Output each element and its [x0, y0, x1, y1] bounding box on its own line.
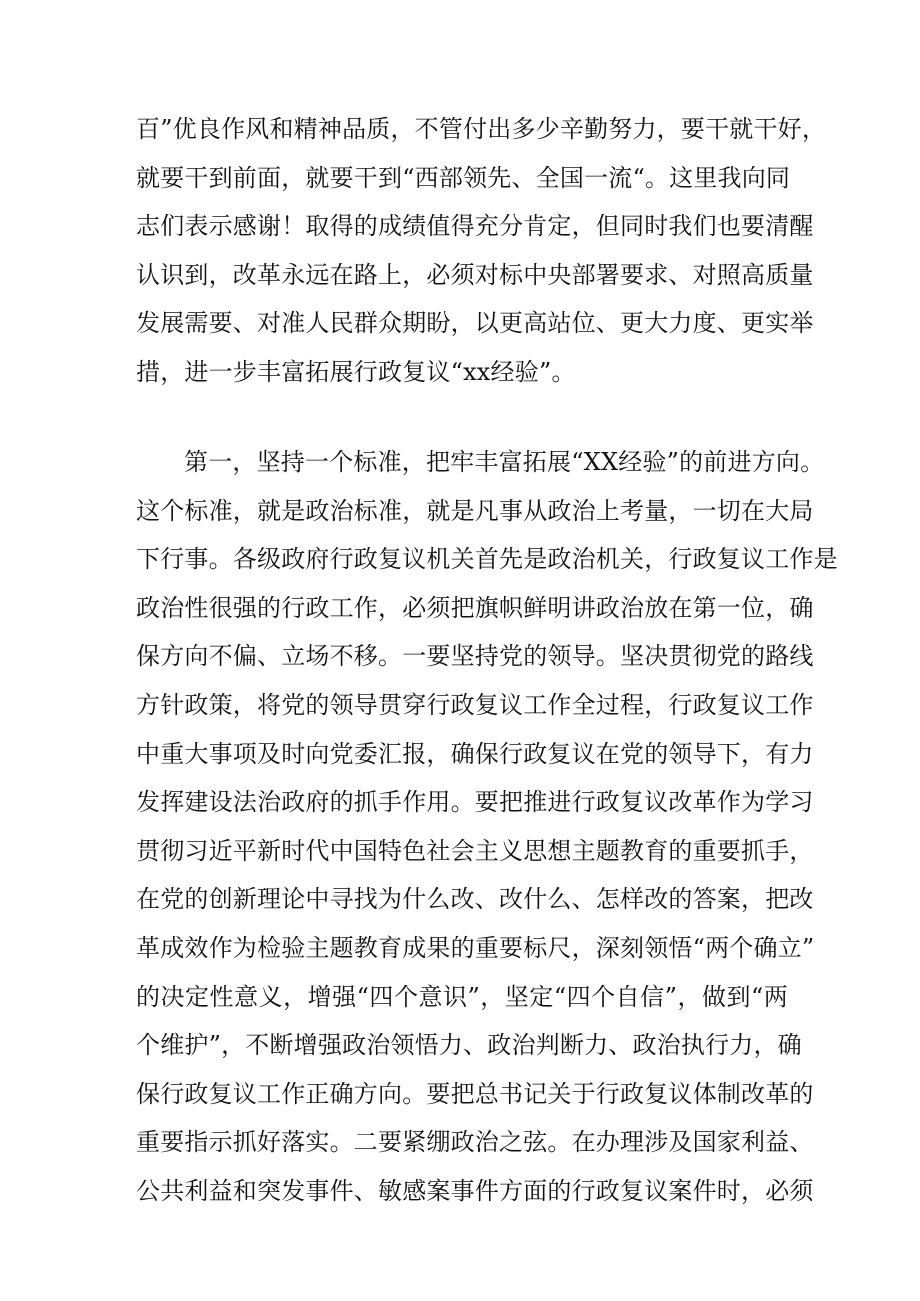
text-line: 公共利益和突发事件、敏感案事件方面的行政复议案件时，必须	[136, 1176, 814, 1205]
text-line: 就要干到前面，就要干到“西部领先、全国一流“。这里我向同	[136, 163, 791, 192]
paragraph-1	[136, 105, 827, 397]
text-line: 发展需要、对准人民群众期盼，以更高站位、更大力度、更实举	[136, 309, 814, 338]
text-line: 百”优良作风和精神品质，不管付出多少辛勤努力，要干就干好，	[136, 115, 827, 143]
text-line: 方针政策，将党的领导贯穿行政复议工作全过程，行政复议工作	[136, 690, 814, 719]
text-line: 认识到，改革永远在路上，必须对标中央部署要求、对照高质量	[136, 260, 814, 289]
text-line: 保行政复议工作正确方向。要把总书记关于行政复议体制改革的	[136, 1079, 814, 1108]
text-line: 下行事。各级政府行政复议机关首先是政治机关，行政复议工作是	[136, 545, 838, 574]
paragraph-2	[136, 438, 838, 1216]
text-line: 保方向不偏、立场不移。一要坚持党的领导。坚决贯彻党的路线	[136, 642, 814, 671]
text-line: 志们表示感谢！取得的成绩值得充分肯定，但同时我们也要清醒	[136, 212, 814, 241]
text-line: 中重大事项及时向党委汇报，确保行政复议在党的领导下，有力	[136, 739, 814, 768]
text-line: 的决定性意义，增强“四个意识”，坚定“四个自信”，做到“两	[136, 982, 788, 1011]
text-line: 政治性很强的行政工作，必须把旗帜鲜明讲政治放在第一位，确	[136, 593, 814, 622]
text-line: 这个标准，就是政治标准，就是凡事从政治上考量，一切在大局	[136, 496, 814, 525]
text-line: 发挥建设法治政府的抓手作用。要把推进行政复议改革作为学习	[136, 788, 814, 817]
text-line: 措，进一步丰富拓展行政复议“xx经验”。	[136, 357, 576, 386]
text-line: 第一，坚持一个标准，把牢丰富拓展“XX经验”的前进方向。	[184, 448, 825, 476]
text-line: 个维护”，不断增强政治领悟力、政治判断力、政治执行力，确	[136, 1031, 802, 1060]
text-line: 贯彻习近平新时代中国特色社会主义思想主题教育的重要抓手，	[136, 836, 814, 865]
text-line: 在党的创新理论中寻找为什么改、改什么、怎样改的答案，把改	[136, 885, 814, 914]
text-line: 重要指示抓好落实。二要紧绷政治之弦。在办理涉及国家利益、	[136, 1128, 814, 1157]
text-line: 革成效作为检验主题教育成果的重要标尺，深刻领悟“两个确立”	[136, 933, 815, 962]
